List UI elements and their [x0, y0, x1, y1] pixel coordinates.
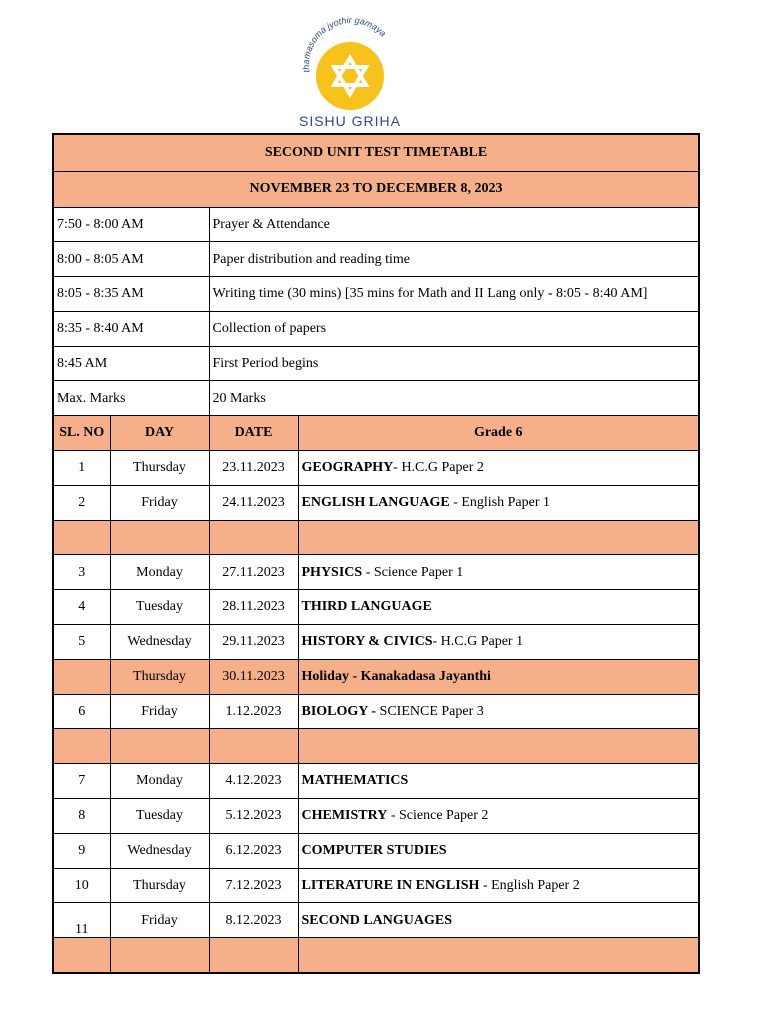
schedule-row	[53, 346, 699, 381]
exam-date: 24.11.2023	[209, 485, 298, 520]
exam-row	[53, 694, 699, 729]
exam-day: Friday	[110, 694, 209, 729]
exam-subject-cell	[298, 903, 699, 938]
schedule-time: 8:05 - 8:35 AM	[53, 277, 209, 312]
exam-paper: - H.C.G Paper 1	[432, 634, 524, 650]
separator-cell	[209, 729, 298, 764]
exam-row	[53, 451, 699, 486]
schedule-row	[53, 381, 699, 416]
header-date: DATE	[209, 416, 298, 451]
exam-day: Wednesday	[110, 833, 209, 868]
logo-motto: thamasoma jyothir gamaya	[300, 15, 389, 74]
exam-row	[53, 799, 699, 834]
separator-cell	[110, 520, 209, 555]
exam-paper: - English Paper 1	[449, 495, 551, 511]
logo-emblem-icon	[280, 12, 420, 112]
exam-day: Friday	[110, 903, 209, 938]
exam-day: Thursday	[110, 659, 209, 694]
exam-date: 5.12.2023	[209, 799, 298, 834]
exam-sl-no: 7	[53, 764, 110, 799]
exam-subject: LITERATURE IN ENGLISH	[301, 877, 480, 893]
exam-date: 29.11.2023	[209, 625, 298, 660]
school-logo	[280, 12, 420, 130]
separator-row	[53, 729, 699, 764]
exam-sl-no: 2	[53, 485, 110, 520]
exam-date: 4.12.2023	[209, 764, 298, 799]
exam-subject-cell	[298, 659, 699, 694]
header-sl-no: SL. NO	[53, 416, 110, 451]
exam-date: 23.11.2023	[209, 451, 298, 486]
exam-sl-no: 3	[53, 555, 110, 590]
exam-row	[53, 555, 699, 590]
exam-day: Thursday	[110, 868, 209, 903]
exam-subject: BIOLOGY -	[301, 703, 380, 719]
separator-row	[53, 520, 699, 555]
exam-subject-cell	[298, 764, 699, 799]
exam-sl-no: 5	[53, 625, 110, 660]
exam-row	[53, 764, 699, 799]
exam-date: 27.11.2023	[209, 555, 298, 590]
separator-cell	[53, 938, 110, 973]
separator-cell	[209, 520, 298, 555]
exam-subject: COMPUTER STUDIES	[301, 843, 447, 859]
separator-cell	[298, 938, 699, 973]
exam-subject: HISTORY & CIVICS	[301, 634, 433, 650]
schedule-time: Max. Marks	[53, 381, 209, 416]
exam-paper: - Science Paper 2	[387, 808, 489, 824]
exam-sl-no: 4	[53, 590, 110, 625]
exam-row	[53, 659, 699, 694]
exam-day: Monday	[110, 555, 209, 590]
title-row	[53, 134, 699, 171]
exam-subject: SECOND LANGUAGES	[301, 912, 453, 928]
exam-subject-cell	[298, 833, 699, 868]
exam-subject: THIRD LANGUAGE	[301, 599, 432, 615]
exam-sl-no: 8	[53, 799, 110, 834]
exam-paper: SCIENCE Paper 3	[379, 703, 484, 719]
exam-row	[53, 625, 699, 660]
schedule-row	[53, 207, 699, 242]
exam-date: 6.12.2023	[209, 833, 298, 868]
schedule-activity: Prayer & Attendance	[209, 207, 699, 242]
exam-day: Friday	[110, 485, 209, 520]
subtitle-row	[53, 171, 699, 207]
separator-cell	[110, 938, 209, 973]
exam-row	[53, 833, 699, 868]
header-day: DAY	[110, 416, 209, 451]
exam-date: 7.12.2023	[209, 868, 298, 903]
exam-subject: ENGLISH LANGUAGE	[301, 495, 450, 511]
logo-school-name: SISHU GRIHA	[298, 113, 401, 129]
schedule-row	[53, 277, 699, 312]
exam-paper: - H.C.G Paper 2	[393, 460, 484, 476]
exam-sl-no: 9	[53, 833, 110, 868]
sun-disc	[316, 42, 384, 110]
exam-sl-no: 1	[53, 451, 110, 486]
exam-subject-cell	[298, 868, 699, 903]
exam-subject: Holiday - Kanakadasa Jayanthi	[301, 669, 491, 685]
exam-subject-cell	[298, 451, 699, 486]
exam-subject-cell	[298, 799, 699, 834]
exam-subject-cell	[298, 485, 699, 520]
schedule-activity: 20 Marks	[209, 381, 699, 416]
schedule-time: 7:50 - 8:00 AM	[53, 207, 209, 242]
exam-subject: MATHEMATICS	[301, 773, 409, 789]
exam-subject-cell	[298, 590, 699, 625]
exam-sl-no: 11	[53, 903, 110, 938]
exam-day: Tuesday	[110, 590, 209, 625]
exam-day: Tuesday	[110, 799, 209, 834]
exam-row	[53, 590, 699, 625]
exam-day: Wednesday	[110, 625, 209, 660]
exam-row	[53, 868, 699, 903]
header-grade: Grade 6	[298, 416, 699, 451]
exam-date: 8.12.2023	[209, 903, 298, 938]
exam-row	[53, 903, 699, 938]
timetable	[52, 133, 700, 974]
exam-subject-cell	[298, 694, 699, 729]
schedule-activity: Collection of papers	[209, 311, 699, 346]
exam-date: 28.11.2023	[209, 590, 298, 625]
date-range: NOVEMBER 23 TO DECEMBER 8, 2023	[53, 171, 699, 207]
schedule-row	[53, 242, 699, 277]
exam-paper: - Science Paper 1	[362, 564, 464, 580]
exam-subject: PHYSICS	[301, 564, 363, 580]
page-title: SECOND UNIT TEST TIMETABLE	[53, 134, 699, 171]
exam-subject: CHEMISTRY	[301, 808, 388, 824]
exam-subject: GEOGRAPHY	[301, 460, 394, 476]
schedule-activity: Writing time (30 mins) [35 mins for Math and II Lang only - 8:05 - 8:40 AM]	[209, 277, 699, 312]
schedule-time: 8:35 - 8:40 AM	[53, 311, 209, 346]
exam-sl-no: 6	[53, 694, 110, 729]
separator-cell	[53, 729, 110, 764]
exam-subject-cell	[298, 555, 699, 590]
separator-cell	[298, 729, 699, 764]
schedule-time: 8:00 - 8:05 AM	[53, 242, 209, 277]
schedule-activity: Paper distribution and reading time	[209, 242, 699, 277]
schedule-row	[53, 311, 699, 346]
schedule-time: 8:45 AM	[53, 346, 209, 381]
exam-day: Monday	[110, 764, 209, 799]
exam-subject-cell	[298, 625, 699, 660]
column-header-row	[53, 416, 699, 451]
exam-date: 30.11.2023	[209, 659, 298, 694]
separator-cell	[110, 729, 209, 764]
exam-sl-no	[53, 659, 110, 694]
exam-paper: - English Paper 2	[479, 877, 580, 893]
separator-row	[53, 938, 699, 973]
separator-cell	[209, 938, 298, 973]
schedule-activity: First Period begins	[209, 346, 699, 381]
exam-row	[53, 485, 699, 520]
exam-sl-no: 10	[53, 868, 110, 903]
separator-cell	[298, 520, 699, 555]
exam-day: Thursday	[110, 451, 209, 486]
exam-date: 1.12.2023	[209, 694, 298, 729]
separator-cell	[53, 520, 110, 555]
